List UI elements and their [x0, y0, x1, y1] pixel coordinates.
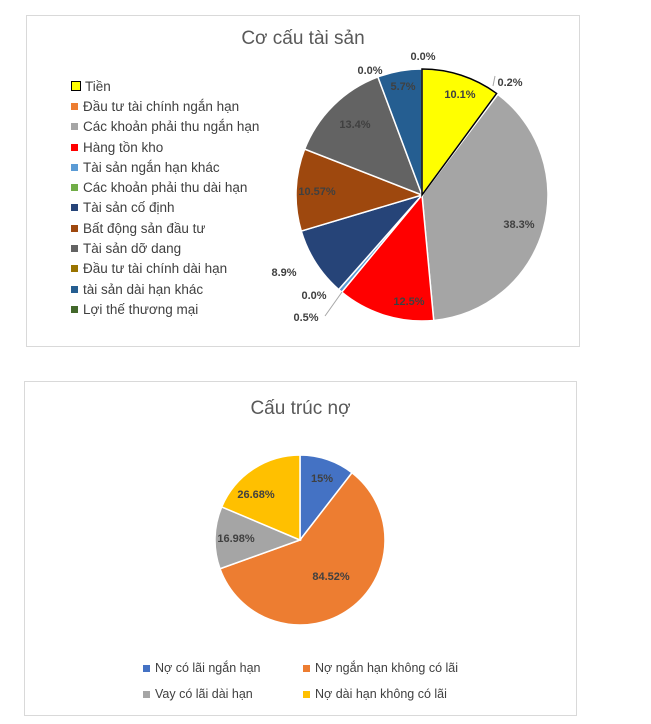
legend-label: Đầu tư tài chính ngắn hạn [83, 98, 240, 114]
data-label-no-co-lai-ngan-han: 15% [310, 473, 334, 485]
data-label-vay-co-lai-dai-han: 16.98% [217, 533, 255, 545]
pie-chart-debt [25, 382, 576, 715]
legend-label: Tài sản ngắn hạn khác [83, 159, 220, 175]
data-label-tien: 10.1% [444, 89, 476, 101]
legend-swatch [143, 691, 150, 698]
legend-label: Tài sản dỡ dang [83, 241, 182, 257]
legend-label: Đầu tư tài chính dài hạn [83, 261, 228, 277]
legend-label: Nợ ngắn hạn không có lãi [315, 661, 459, 675]
legend-label: Tiền [85, 78, 111, 94]
data-label-tai-san-ngan-han-khac: 0.5% [293, 312, 319, 324]
legend-label: Tài sản cố định [83, 200, 175, 216]
legend-label: Nợ dài hạn không có lãi [315, 687, 447, 701]
legend-label: Các khoản phải thu dài hạn [83, 180, 248, 196]
debt-structure-chart [24, 381, 577, 716]
data-label-tai-san-dai-han-khac: 5.7% [390, 81, 416, 93]
legend-swatch [143, 665, 150, 672]
legend-item-vay-co-lai-dai-han [143, 687, 253, 701]
legend-label: tài sản dài hạn khác [83, 281, 204, 297]
leader-line [493, 76, 495, 86]
data-label-tai-san-co-dinh: 8.9% [271, 267, 297, 279]
legend-swatch [303, 665, 310, 672]
legend-item-no-dai-han-khong-co-lai [303, 687, 447, 701]
data-label-cac-khoan-phai-thu-dai-han: 0.0% [301, 290, 327, 302]
data-label-cac-khoan-phai-thu-ngan-han: 38.3% [503, 219, 535, 231]
data-label-no-ngan-han-khong-co-lai: 84.52% [312, 571, 350, 583]
legend-swatch [303, 691, 310, 698]
chart-title: Cấu trúc nợ [250, 398, 351, 419]
legend-item-no-ngan-han-khong-co-lai [303, 661, 458, 675]
data-label-dau-tu-tai-chinh-dai-han: 0.0% [357, 65, 383, 77]
asset-structure-chart [26, 15, 580, 347]
data-label-bat-dong-san-dau-tu: 10.57% [298, 186, 336, 198]
data-label-dau-tu-tai-chinh-ngan-han: 0.2% [497, 77, 523, 89]
legend-label: Vay có lãi dài hạn [155, 687, 253, 701]
legend-label: Các khoản phải thu ngắn hạn [83, 119, 260, 135]
chart-title: Cơ cấu tài sản [241, 28, 365, 49]
pie-chart-assets [27, 16, 579, 346]
legend-label: Hàng tồn kho [83, 139, 164, 155]
data-label-tai-san-do-dang: 13.4% [339, 119, 371, 131]
data-label-no-dai-han-khong-co-lai: 26.68% [237, 489, 275, 501]
legend-label: Lợi thế thương mại [83, 301, 199, 317]
legend-label: Bất động sản đầu tư [83, 220, 206, 236]
data-label-hang-ton-kho: 12.5% [393, 296, 425, 308]
legend-item-no-co-lai-ngan-han [143, 661, 261, 675]
legend-label: Nợ có lãi ngắn hạn [155, 661, 261, 675]
leader-line [325, 292, 342, 316]
data-label-loi-the-thuong-mai: 0.0% [410, 51, 436, 63]
